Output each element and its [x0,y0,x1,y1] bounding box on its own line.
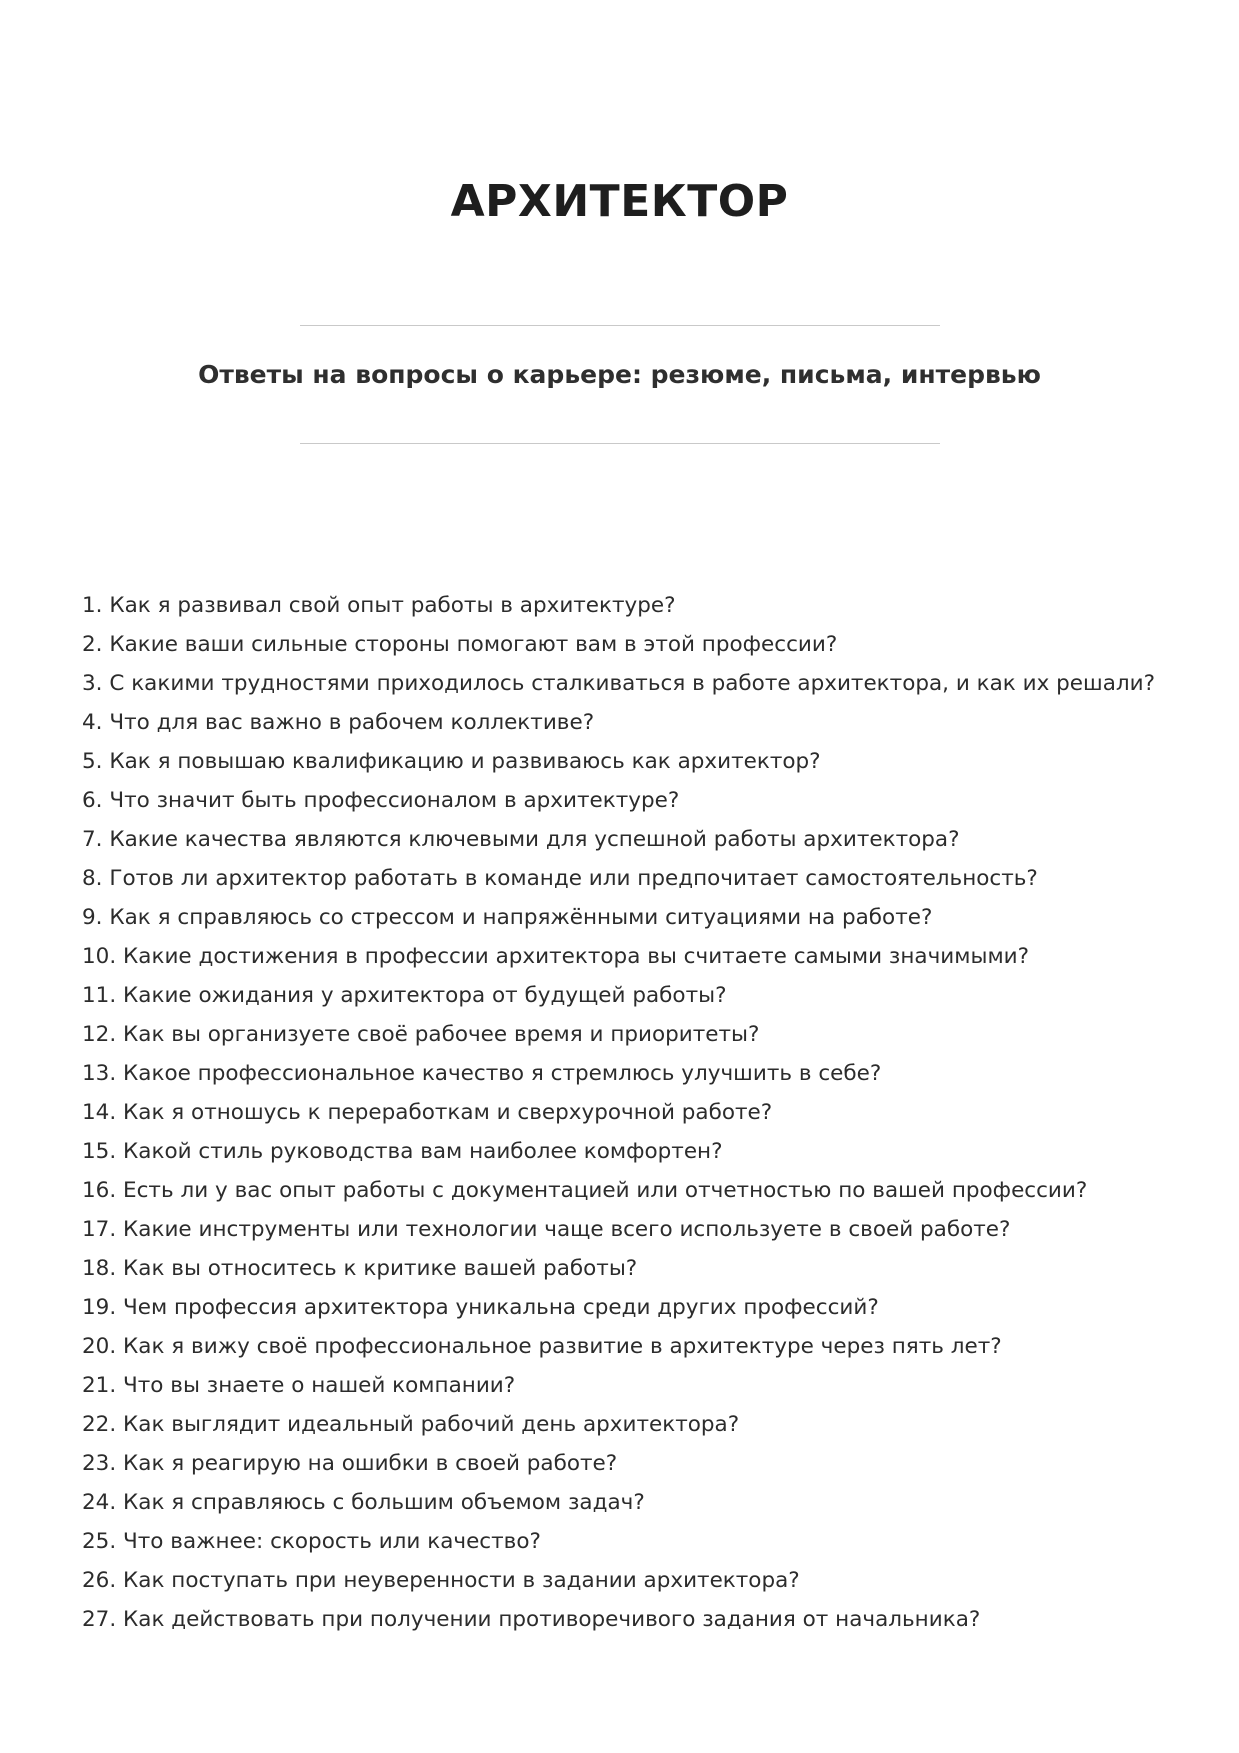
list-item: 25. Что важнее: скорость или качество? [82,1529,541,1554]
list-item: 8. Готов ли архитектор работать в команде или предпочитает самостоятельность? [82,866,1038,891]
list-item: 18. Как вы относитесь к критике вашей работы? [82,1256,638,1281]
document-subtitle: Ответы на вопросы о карьере: резюме, письма, интервью [198,360,1041,389]
list-item: 9. Как я справляюсь со стрессом и напряжёнными ситуациями на работе? [82,905,933,930]
list-item: 6. Что значит быть профессионалом в архитектуре? [82,788,680,813]
list-item: 22. Как выглядит идеальный рабочий день архитектора? [82,1412,740,1437]
list-item: 21. Что вы знаете о нашей компании? [82,1373,516,1398]
list-item: 26. Как поступать при неуверенности в задании архитектора? [82,1568,800,1593]
list-item: 17. Какие инструменты или технологии чаще всего используете в своей работе? [82,1217,1011,1242]
list-item: 11. Какие ожидания у архитектора от будущей работы? [82,983,727,1008]
list-item: 7. Какие качества являются ключевыми для успешной работы архитектора? [82,827,960,852]
list-item: 13. Какое профессиональное качество я стремлюсь улучшить в себе? [82,1061,882,1086]
list-item: 4. Что для вас важно в рабочем коллективе? [82,710,595,735]
list-item: 3. С какими трудностями приходилось сталкиваться в работе архитектора, и как их решали? [82,671,1156,696]
list-item: 15. Какой стиль руководства вам наиболее комфортен? [82,1139,723,1164]
list-item: 16. Есть ли у вас опыт работы с документацией или отчетностью по вашей профессии? [82,1178,1088,1203]
list-item: 10. Какие достижения в профессии архитектора вы считаете самыми значимыми? [82,944,1030,969]
question-list [0,444,1239,1639]
list-item: 2. Какие ваши сильные стороны помогают вам в этой профессии? [82,632,838,657]
list-item: 20. Как я вижу своё профессиональное развитие в архитектуре через пять лет? [82,1334,1002,1359]
list-item: 5. Как я повышаю квалификацию и развиваюсь как архитектор? [82,749,821,774]
list-item: 23. Как я реагирую на ошибки в своей работе? [82,1451,618,1476]
list-item: 12. Как вы организуете своё рабочее время и приоритеты? [82,1022,760,1047]
list-item: 27. Как действовать при получении противоречивого задания от начальника? [82,1607,981,1632]
list-item: 19. Чем профессия архитектора уникальна среди других профессий? [82,1295,879,1320]
page-title: АРХИТЕКТОР [450,176,789,227]
list-item: 24. Как я справляюсь с большим объемом задач? [82,1490,645,1515]
list-item: 14. Как я отношусь к переработкам и сверхурочной работе? [82,1100,773,1125]
list-item: 1. Как я развивал свой опыт работы в архитектуре? [82,593,676,618]
